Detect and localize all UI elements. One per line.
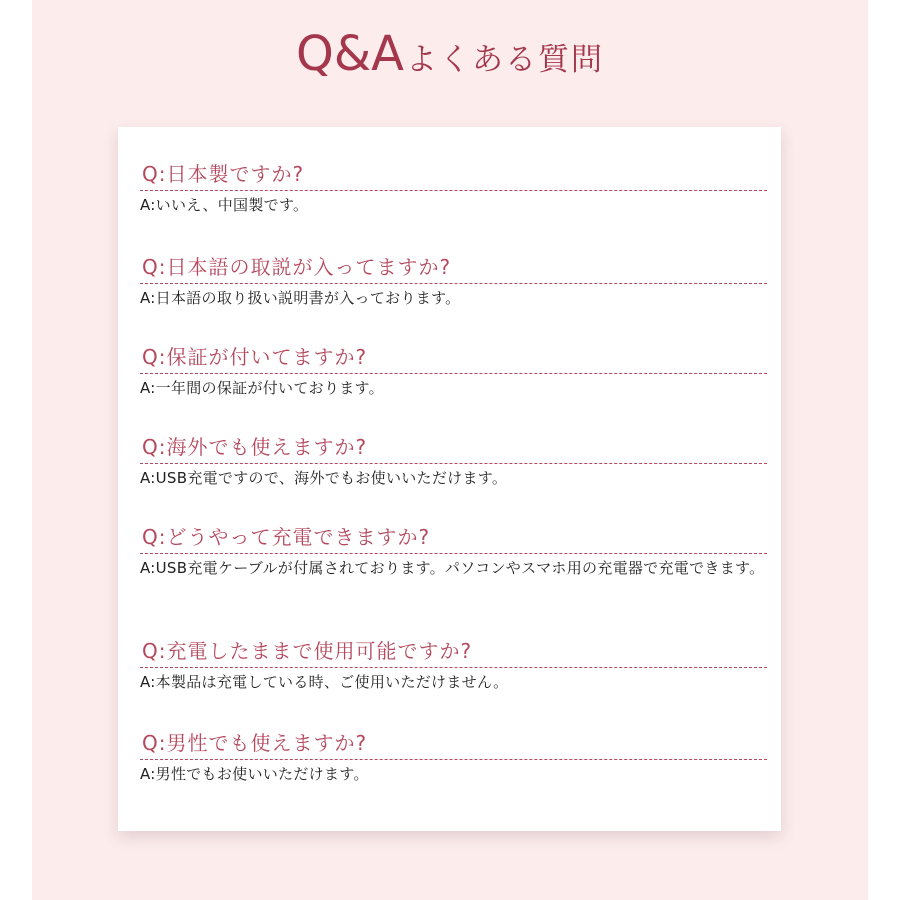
faq-item <box>140 638 767 692</box>
faq-item <box>140 434 767 488</box>
faq-card <box>118 127 781 831</box>
faq-question: Q:男性でも使えますか? <box>140 730 767 760</box>
faq-item <box>140 254 767 308</box>
faq-item <box>140 730 767 784</box>
faq-item <box>140 524 767 578</box>
faq-answer: A:本製品は充電している時、ご使用いただけません。 <box>140 673 509 691</box>
page-title <box>0 26 900 82</box>
faq-answer: A:日本語の取り扱い説明書が入っております。 <box>140 289 461 307</box>
faq-item <box>140 161 767 215</box>
title-suffix: よくある質問 <box>406 42 605 78</box>
faq-answer: A:いいえ、中国製です。 <box>140 196 309 214</box>
faq-question: Q:どうやって充電できますか? <box>140 524 767 554</box>
faq-question: Q:保証が付いてますか? <box>140 344 767 374</box>
faq-answer: A:USB充電ですので、海外でもお使いいただけます。 <box>140 469 508 487</box>
faq-answer: A:USB充電ケーブルが付属されております。パソコンやスマホ用の充電器で充電できます。 <box>140 559 765 577</box>
faq-question: Q:充電したままで使用可能ですか? <box>140 638 767 668</box>
faq-item <box>140 344 767 398</box>
faq-answer: A:一年間の保証が付いております。 <box>140 379 384 397</box>
faq-answer: A:男性でもお使いいただけます。 <box>140 765 369 783</box>
faq-question: Q:海外でも使えますか? <box>140 434 767 464</box>
faq-question: Q:日本語の取説が入ってますか? <box>140 254 767 284</box>
title-prefix: Q&A <box>295 26 405 82</box>
faq-question: Q:日本製ですか? <box>140 161 767 191</box>
